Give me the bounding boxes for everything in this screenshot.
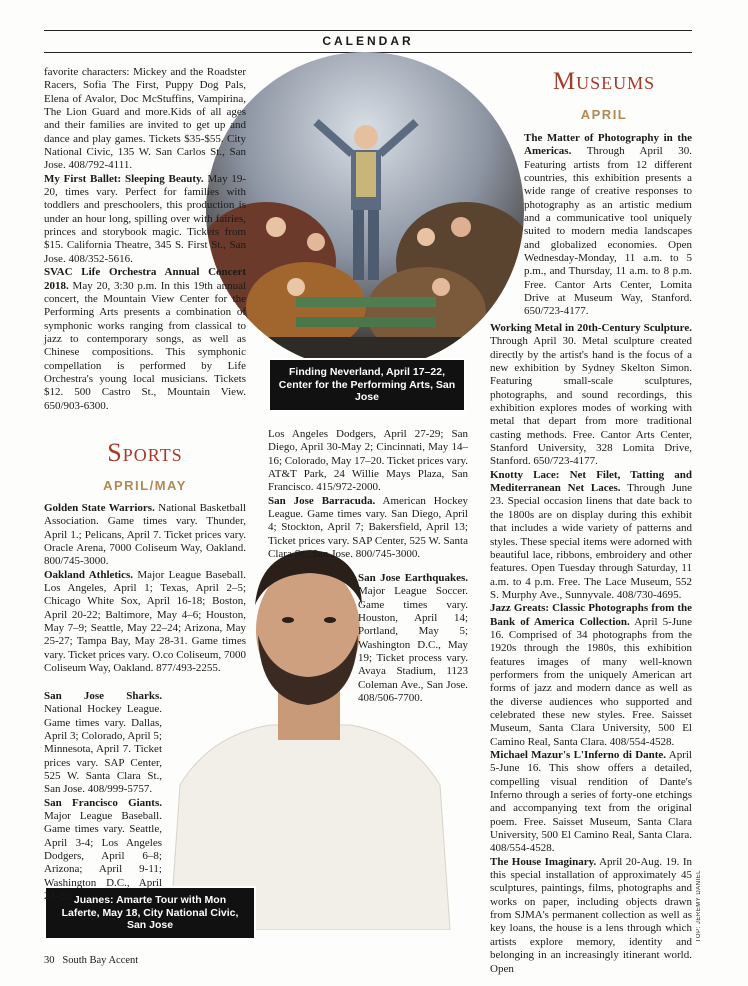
intro-text: favorite characters: Mickey and the Roadster Racers, Sofia The First, Puppy Dog Pals, Elena of Avalor, Doc McStuffins, Vampirina, The Lion Guard and more.Kids of all ages and their families are invited to get up and dance and play games. Tickets $35-$55. City National Civic, 135 W. San Carlos St., San Jose. 408/792-4111.: [44, 66, 246, 172]
ballet-entry: [44, 173, 246, 266]
matter-entry: [524, 132, 692, 319]
neverland-photo: [206, 52, 524, 370]
athletics-title: Oakland Athletics.: [44, 568, 134, 581]
inferno-title: Michael Mazur's L'Inferno di Dante.: [490, 749, 667, 761]
metal-entry: [490, 322, 692, 469]
middle-column-narrow: [358, 572, 468, 705]
museums-title: Museums: [552, 68, 656, 95]
matter-title: The Matter of Photography in the Americas.: [524, 132, 692, 158]
lace-title: Knotty Lace: Net Filet, Tatting and Mediterranean Net Laces.: [490, 468, 692, 495]
giants-entry: [44, 797, 162, 904]
inferno-body: April 5-June 16. This show offers a detailed, compelling visual rendition of Dante's Inferno through a series of forty-one etchings and accompanying text from the original poem. Free. Saisset Museum, Santa Clara University, 500 El Camino Real, Santa Clara. 408/554-4528.: [490, 749, 692, 855]
photo-credit: TOP: JEREMY DANIEL: [696, 870, 702, 943]
giants-continued: Los Angeles Dodgers, April 27-29; San Diego, April 30-May 2; Cincinnati, May 14–16; Colorado, May 17–20. Ticket prices vary. AT&T Park, 24 Willie Mays Plaza, San Francisco. 415/972-2000.: [268, 428, 469, 494]
juanes-caption: Juanes: Amarte Tour with Mon Laferte, May 18, City National Civic, San Jose: [44, 886, 256, 940]
inferno-entry: [490, 749, 692, 856]
warriors-title: Golden State Warriors.: [44, 502, 155, 514]
athletics-body: Major League Baseball. Los Angeles, April 1; Texas, April 2–5; Chicago White Sox, April 16-18; Boston, April 20-22; Baltimore, May 4–6; Houston, May 7–9; Seattle, May 22–24; Arizona, May 25-27; Tampa Bay, May 28-31. Game times vary. Ticket prices vary. O.co Coliseum, 7000 Coliseum Way, Oakland. 877/493-2255.: [44, 568, 247, 675]
house-body: April 20-Aug. 19. In this special installation of approximately 45 sculptures, paintings, films, photographs and works on paper, including objects drawn from SJMA's permanent collection as well as key loans, the house is a lens through which artists explore memory, identity and belonging in an increasingly itinerant world. Open: [490, 855, 692, 975]
header-rule-top: [44, 30, 692, 31]
svac-body: May 20, 3:30 p.m. In this 19th annual concert, the Mountain View Center for the Performing Arts presents a combination of symphonic works ranging from classical to jazz to contemporary songs, as well as Chinese compositions. This symphonic compellation is performed by Life Orchestra's young local musicians. Tickets $12. 500 Castro St., Mountain View. 650/903-6300.: [44, 279, 247, 412]
page-number: 30: [44, 955, 55, 966]
jazz-body: April 5-June 16. Comprised of 34 photographs from the 1920s through the 1980s, this exhibition features images of many well-known performers from the uniquely American art forms of jazz and modern dance as well as the diverse audiences who supported and celebrated these new styles. Free. Saisset Museum, Santa Clara University, 500 El Camino Real, Santa Clara. 408/554-4528.: [490, 615, 692, 748]
ballet-title: My First Ballet: Sleeping Beauty.: [44, 172, 204, 185]
house-title: The House Imaginary.: [490, 855, 597, 868]
giants-body: Major League Baseball. Game times vary. Seattle, April 3-4; Los Angeles Dodgers, April 6–8; Arizona; April 9-11; Washington D.C., April 23-25;: [44, 810, 162, 903]
museums-column: [490, 322, 692, 976]
giants-title: San Francisco Giants.: [44, 796, 162, 809]
sharks-body: National Hockey League. Game times vary. Dallas, April 3; Colorado, April 5; Minnesota, April 7. Ticket prices vary. SAP Center, 525 W. Santa Clara St., San Jose. 408/999-5757.: [44, 703, 162, 796]
metal-title: Working Metal in 20th-Century Sculpture.: [490, 322, 692, 334]
house-entry: [490, 856, 692, 976]
svac-entry: [44, 266, 246, 413]
neverland-caption: Finding Neverland, April 17–22, Center for the Performing Arts, San Jose: [268, 358, 466, 412]
jazz-entry: [490, 602, 692, 749]
museums-upper-column: [524, 132, 692, 319]
ballet-body: May 19-20, times vary. Perfect for families with toddlers and preschoolers, this production is under an hour long, spilling over with fairies, princes and storybook magic. Tickets from $15. California Theatre, 345 S. First St., San Jose. 408/352-5616.: [44, 172, 247, 265]
quakes-title: San Jose Earthquakes.: [358, 572, 468, 584]
sports-left-column: [44, 502, 246, 675]
page-footer: [44, 955, 138, 966]
sports-left-column-narrow: [44, 690, 162, 904]
matter-body: Through April 30. Featuring artists from 12 different countries, this exhibition presents a wide range of creative responses to photography as an artistic medium and a communicative tool uniquely suited to modern media landscapes and globalized economies. Open Wednesday-Monday, 11 a.m. to 5 p.m., and Thursday, 11 a.m. to 8 p.m. Free. Cantor Arts Center, Lomita Drive at Museum Way, Stanford. 650/723-4177.: [524, 145, 692, 318]
barracuda-entry: [268, 495, 468, 562]
barracuda-title: San Jose Barracuda.: [268, 494, 376, 507]
athletics-entry: [44, 569, 246, 676]
sharks-entry: [44, 690, 162, 797]
warriors-entry: [44, 502, 246, 569]
middle-column: [268, 428, 468, 561]
sharks-title: San Jose Sharks.: [44, 690, 162, 702]
warriors-body: National Basketball Association. Game times vary. Thunder, April 1.; Pelicans, April 7. Ticket prices vary. Oracle Arena, 7000 Coliseum Way, Oakland. 800/745-3000.: [44, 502, 247, 568]
museums-subtitle: APRIL: [580, 107, 628, 122]
left-column: [44, 66, 246, 413]
section-header: CALENDAR: [322, 34, 414, 48]
svac-title: SVAC Life Orchestra Annual Concert 2018.: [44, 266, 246, 292]
sports-title: Sports: [107, 438, 183, 467]
metal-body: Through April 30. Metal sculpture created directly by the artist's hand is the focus of a new exhibition by Sydney Skelton Simon. Featuring small-scale sculptures, photographs, and sound recordings, this exhibition explores modes of working with metal that depart from more traditional casting methods. Free. Cantor Arts Center, Stanford University, 328 Lomita Drive, Stanford. 650/723-4177.: [490, 335, 692, 468]
quakes-entry: [358, 572, 468, 705]
jazz-title: Jazz Greats: Classic Photographs from the Bank of America Collection.: [490, 602, 692, 628]
quakes-body: Major League Soccer. Game times vary. Houston, April 14; Portland, May 5; Washington D.C., May 19; Ticket process vary. Avaya Stadium, 1123 Coleman Ave., San Jose. 408/506-7700.: [358, 585, 468, 705]
lace-entry: [490, 469, 692, 602]
lace-body: Through June 23. Special occasion linens that date back to the 1800s are on display during this exhibit that includes a wide variety of patterns and styles. These special items were adorned with beautiful lace, ribbons, embroidery and other features. Open Tuesday through Saturday, 11 a.m. to 4 p.m. Free. The Lace Museum, 552 S. Murphy Ave., Sunnyvale. 408/730-4695.: [490, 482, 692, 601]
barracuda-body: American Hockey League. Game times vary. San Diego, April 4; Stockton, April 7; Bakersfield, April 13; Ticket prices vary. SAP Center, 525 W. Santa Clara St., San Jose. 800/745-3000.: [268, 494, 469, 561]
sports-subtitle: APRIL/MAY: [103, 478, 187, 493]
publication-name: South Bay Accent: [62, 955, 139, 966]
